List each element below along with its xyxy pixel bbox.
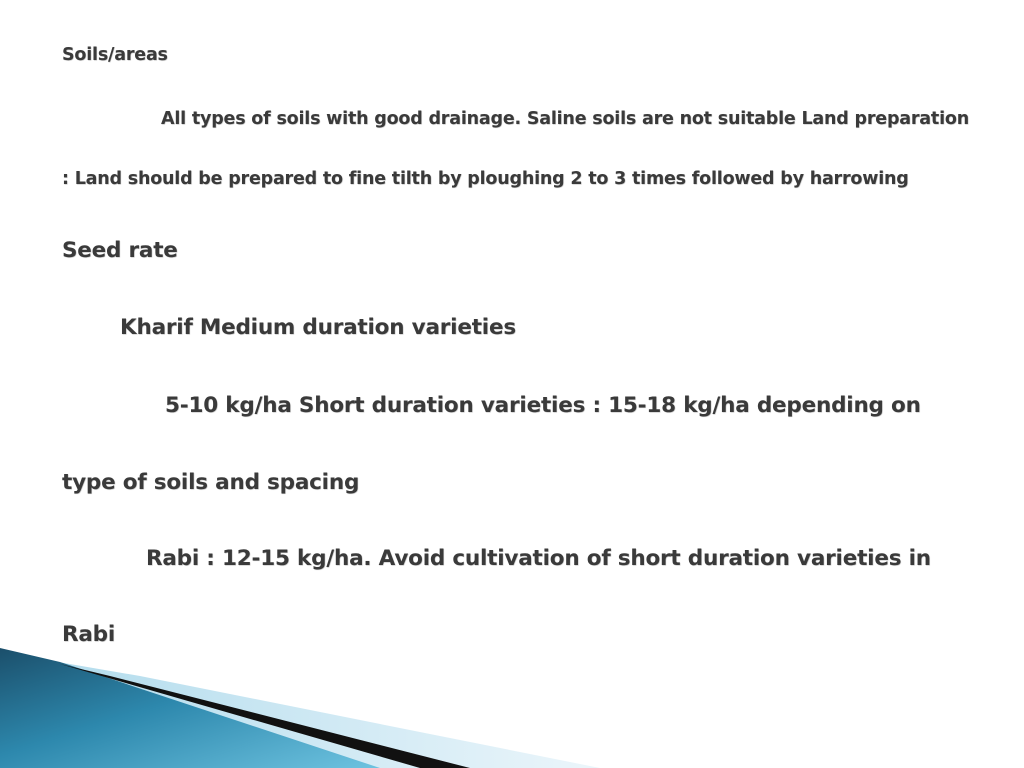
rabi-line: Rabi — [62, 622, 116, 647]
blue-wedge-shape — [0, 648, 380, 768]
land-preparation-text: : Land should be prepared to fine tilth by ploughing 2 to 3 times followed by harrowing — [62, 169, 909, 189]
soil-spacing-line: type of soils and spacing — [62, 470, 360, 495]
heading-seed-rate: Seed rate — [62, 238, 178, 263]
kharif-line: Kharif Medium duration varieties — [120, 315, 516, 340]
dark-stripe-shape — [60, 664, 470, 768]
heading-soils-areas: Soils/areas — [62, 45, 168, 65]
soils-description: All types of soils with good drainage. Saline soils are not suitable Land preparation — [161, 109, 969, 129]
rabi-rate-line: Rabi : 12-15 kg/ha. Avoid cultivation of short duration varieties in — [146, 546, 931, 571]
light-wedge-shape — [0, 652, 600, 768]
seed-rate-values: 5-10 kg/ha Short duration varieties : 15-18 kg/ha depending on — [165, 393, 921, 418]
